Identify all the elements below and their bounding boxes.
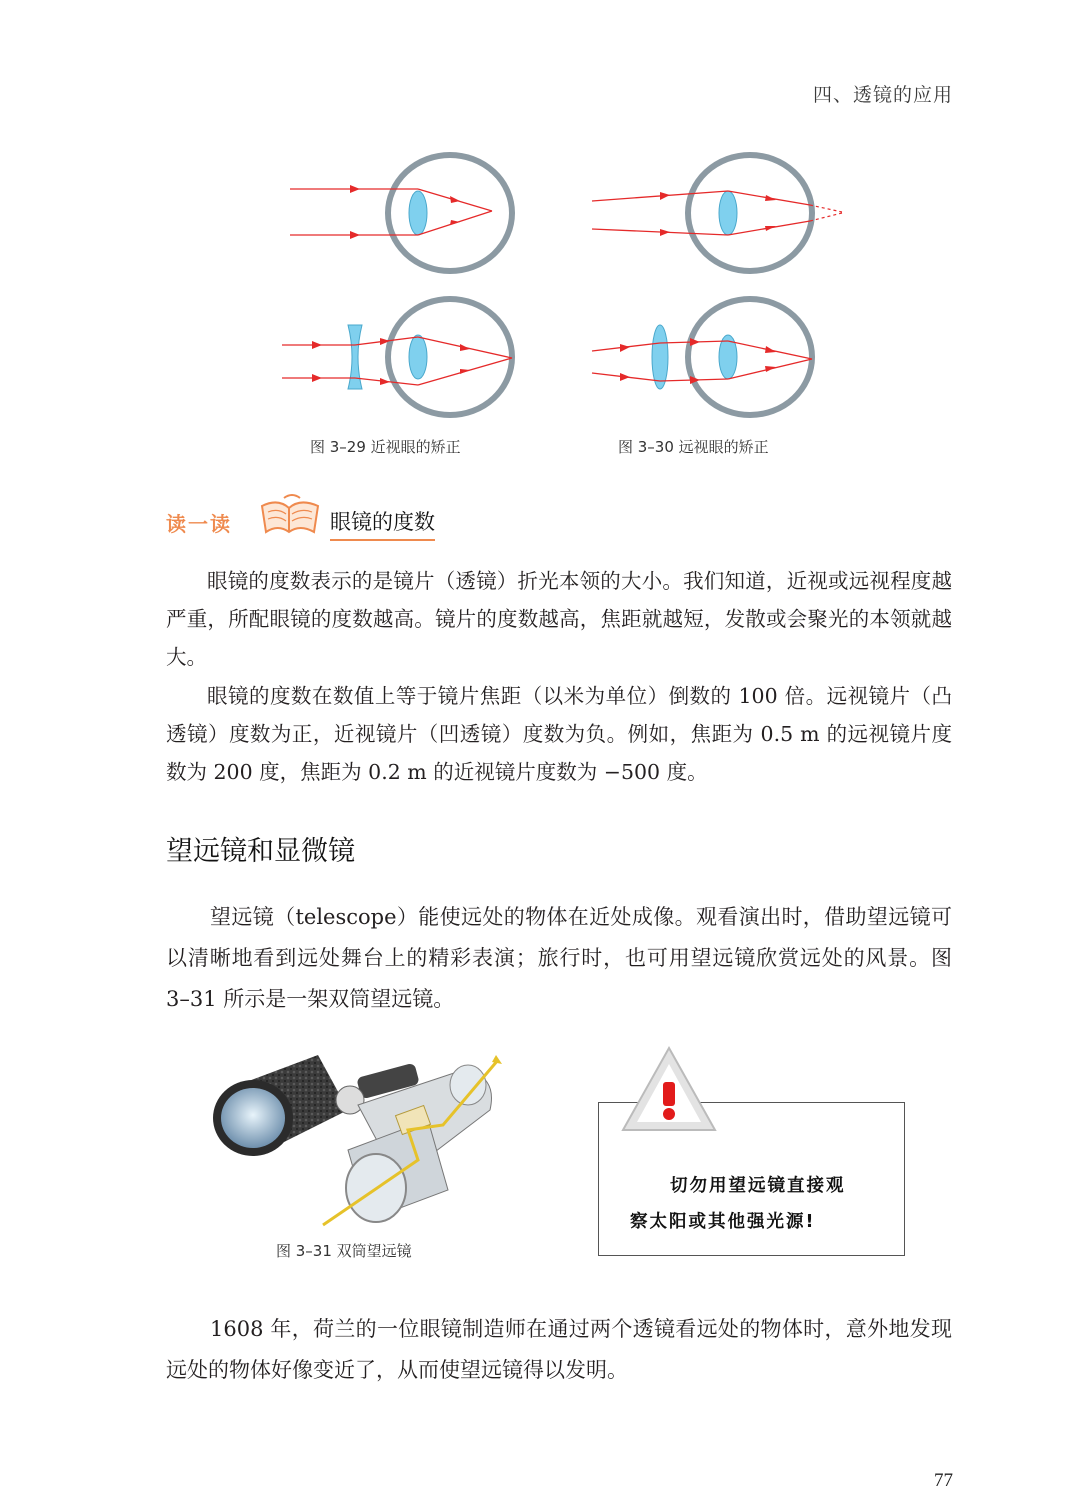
eye-diagrams <box>270 145 870 425</box>
warning-line-2: 察太阳或其他强光源! <box>630 1212 816 1232</box>
myopia-correction <box>282 299 512 415</box>
hyperopia-correction <box>592 299 812 415</box>
history-paragraph: 1608 年，荷兰的一位眼镜制造师在通过两个透镜看远处的物体时，意外地发现远处的物体好像变近了，从而使望远镜得以发明。 <box>166 1317 952 1382</box>
page-number: 77 <box>934 1470 953 1491</box>
telescope-paragraph: 望远镜（telescope）能使远处的物体在近处成像。观看演出时，借助望远镜可以清晰地看到远处舞台上的精彩表演；旅行时，也可用望远镜欣赏远处的风景。图 3–31 所示是一架双筒望远镜。 <box>166 905 952 1011</box>
reading-label: 读一读 <box>166 512 232 536</box>
hyperopic-eye-uncorrected <box>592 155 842 271</box>
figure-3-31-caption: 图 3–31 双筒望远镜 <box>276 1242 412 1260</box>
myopic-eye-uncorrected <box>290 155 512 271</box>
reading-paragraph-1: 眼镜的度数表示的是镜片（透镜）折光本领的大小。我们知道，近视或远视程度越严重，所配眼镜的度数越高。镜片的度数越高，焦距就越短，发散或会聚光的本领就越大。 <box>166 569 952 669</box>
figure-3-30-caption: 图 3–30 远视眼的矫正 <box>618 438 769 456</box>
figure-3-29-caption: 图 3–29 近视眼的矫正 <box>310 438 461 456</box>
open-book-icon <box>256 492 324 538</box>
reading-paragraph-2: 眼镜的度数在数值上等于镜片焦距（以米为单位）倒数的 100 倍。远视镜片（凸透镜）度数为正，近视镜片（凹透镜）度数为负。例如，焦距为 0.5 m 的远视镜片度数为 200 度，焦距为 0.2 m 的近视镜片度数为 −500 度。 <box>166 684 952 784</box>
warning-icon <box>619 1044 719 1136</box>
section-heading: 望远镜和显微镜 <box>166 836 355 867</box>
warning-text <box>630 1168 890 1240</box>
warning-line-1: 切勿用望远镜直接观 <box>670 1176 846 1196</box>
chapter-header: 四、透镜的应用 <box>812 84 953 106</box>
reading-title: 眼镜的度数 <box>330 506 435 541</box>
binoculars-illustration <box>208 1040 508 1230</box>
